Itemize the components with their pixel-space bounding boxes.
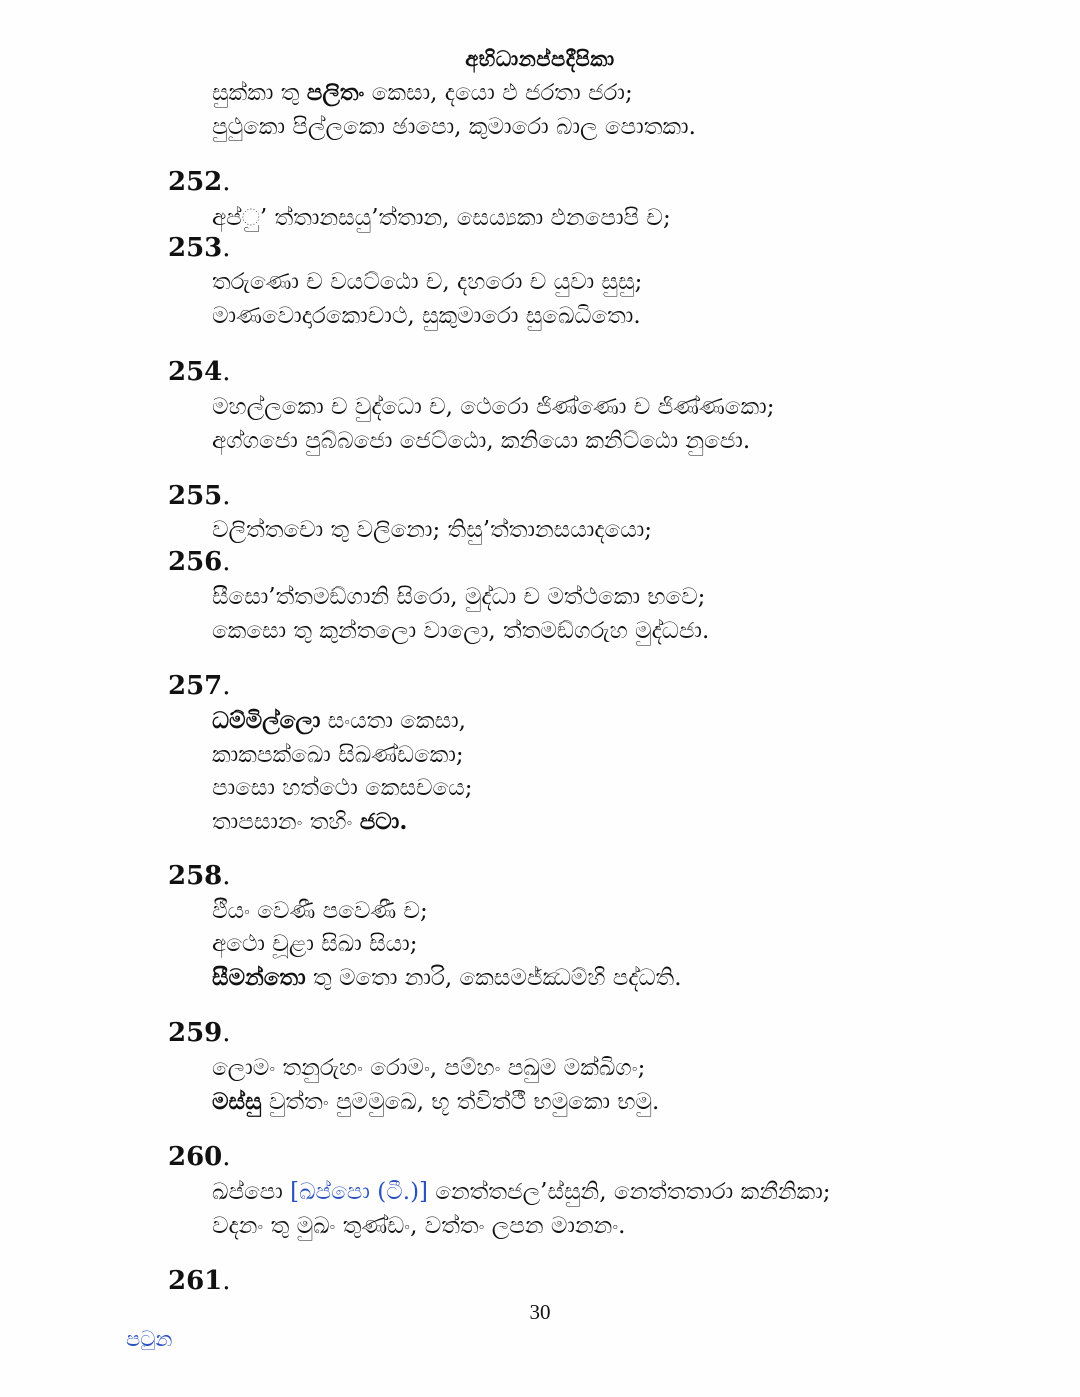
- verse-line: ලොමං තනුරුහං රොමං, පම්හං පඛුම මක්ඛිගං;: [212, 1055, 646, 1081]
- verse-line: [212, 706, 466, 736]
- page-title: අභිධානප්පදීපිකා: [465, 46, 615, 71]
- verse-line: මාණවොදාරකොචාථ, සුකුමාරො සුඛෙධිතො.: [212, 303, 641, 329]
- verse-line: [212, 963, 682, 993]
- page-number: 30: [529, 1300, 551, 1324]
- text-run: ඛප්පො: [212, 1179, 291, 1205]
- verse-number-value: 257: [168, 671, 223, 701]
- verse-line: තරුණො ච වයට්ඨො ච, දහරො ච යුවා සුසු;: [212, 269, 643, 295]
- variant-reading-note: [ඛප්පො (ටී.)]: [290, 1179, 429, 1205]
- verse-number-value: 258: [168, 861, 223, 891]
- verse-number-value: 252: [168, 167, 223, 197]
- verse-line: අථො චූළා සිඛා සියා;: [212, 931, 418, 957]
- verse-number: 259.: [168, 1018, 231, 1048]
- verse-line: කාකපක්ඛො සිඛණ්ඩකො;: [212, 742, 464, 768]
- verse-number-value: 256: [168, 547, 223, 577]
- verse-number: 255.: [168, 481, 231, 511]
- verse-line: [212, 78, 633, 108]
- text-run: කෙසා, දයො ඵ ජරතා ජරා;: [364, 80, 633, 106]
- text-run: සංයතා කෙසා,: [320, 708, 466, 734]
- verse-line: පාසො හත්ථො කෙසචයෙ;: [212, 775, 473, 801]
- bold-term: පලිතං: [306, 79, 365, 106]
- verse-line: සීසො’ත්තමඞ්ගානි සිරො, මුද්ධා ච මත්ථකො භවෙ;: [212, 584, 706, 610]
- verse-number: 254.: [168, 357, 231, 387]
- verse-line: වලිත්තචො තු වලිනො; තිසු’ත්තානසයාදයො;: [212, 517, 653, 543]
- verse-number: 256.: [168, 547, 231, 577]
- verse-number-value: 260: [168, 1142, 223, 1172]
- bold-term: ධම්මිල්ලො: [212, 707, 321, 734]
- table-of-contents-link[interactable]: පටුන: [126, 1327, 173, 1351]
- bold-term: සීමන්තො: [212, 964, 306, 991]
- verse-line: වදනං තු මුඛං තුණ්ඩං, වත්තං ලපන මානනං.: [212, 1213, 626, 1239]
- text-run: සුක්කා තු: [212, 80, 307, 106]
- verse-line: පුථුකො පිල්ලකො ඡාපො, කුමාරො බාල පොතකා.: [212, 114, 696, 140]
- verse-number: 253.: [168, 233, 231, 263]
- verse-line: [212, 807, 407, 837]
- verse-number: 260.: [168, 1142, 231, 1172]
- verse-number-value: 261: [168, 1266, 223, 1296]
- verse-number-value: 255: [168, 481, 223, 511]
- verse-line: ඵීයං වෙණී පවෙණී ච;: [212, 898, 428, 924]
- text-run: තු මතො නාරි, කෙසමජ්ඣම්හි පද්ධති.: [305, 965, 682, 991]
- verse-line: කෙසො තු කුන්තලො වාලො, ත්තමඞ්ගරුහ මුද්ධජා.: [212, 618, 710, 644]
- verse-number-value: 259: [168, 1018, 223, 1048]
- verse-line: අප්ු’ ත්තානසයු’ත්තාන, සෙය්‍යකා ඵනපොපි ච;: [212, 205, 671, 231]
- verse-line: [212, 1177, 831, 1207]
- text-run: තාපසානං තහිං: [212, 809, 360, 835]
- verse-line: අග්ගජො පුබ්බජො ජෙට්ඨො, කනියො කනිට්ඨො නුජො.: [212, 428, 751, 454]
- verse-number: 252.: [168, 167, 231, 197]
- verse-number: 257.: [168, 671, 231, 701]
- verse-number-value: 254: [168, 357, 223, 387]
- text-run: නෙත්තජල’ස්සුනි, නෙත්තතාරා කනීනිකා;: [428, 1179, 831, 1205]
- text-run: වුත්තං පුමමුඛෙ, භූ ත්විත්ථී භමුකො භමු.: [261, 1089, 660, 1115]
- bold-term: මස්සු: [212, 1088, 262, 1115]
- verse-number: 261.: [168, 1266, 231, 1296]
- verse-line: මහල්ලකො ච වුද්ධො ච, ථෙරො ජිණ්ණො ච ජිණ්ණකො;: [212, 394, 775, 420]
- verse-line: [212, 1087, 659, 1117]
- verse-number-value: 253: [168, 233, 223, 263]
- bold-term: ජටා.: [359, 808, 408, 835]
- verse-number: 258.: [168, 861, 231, 891]
